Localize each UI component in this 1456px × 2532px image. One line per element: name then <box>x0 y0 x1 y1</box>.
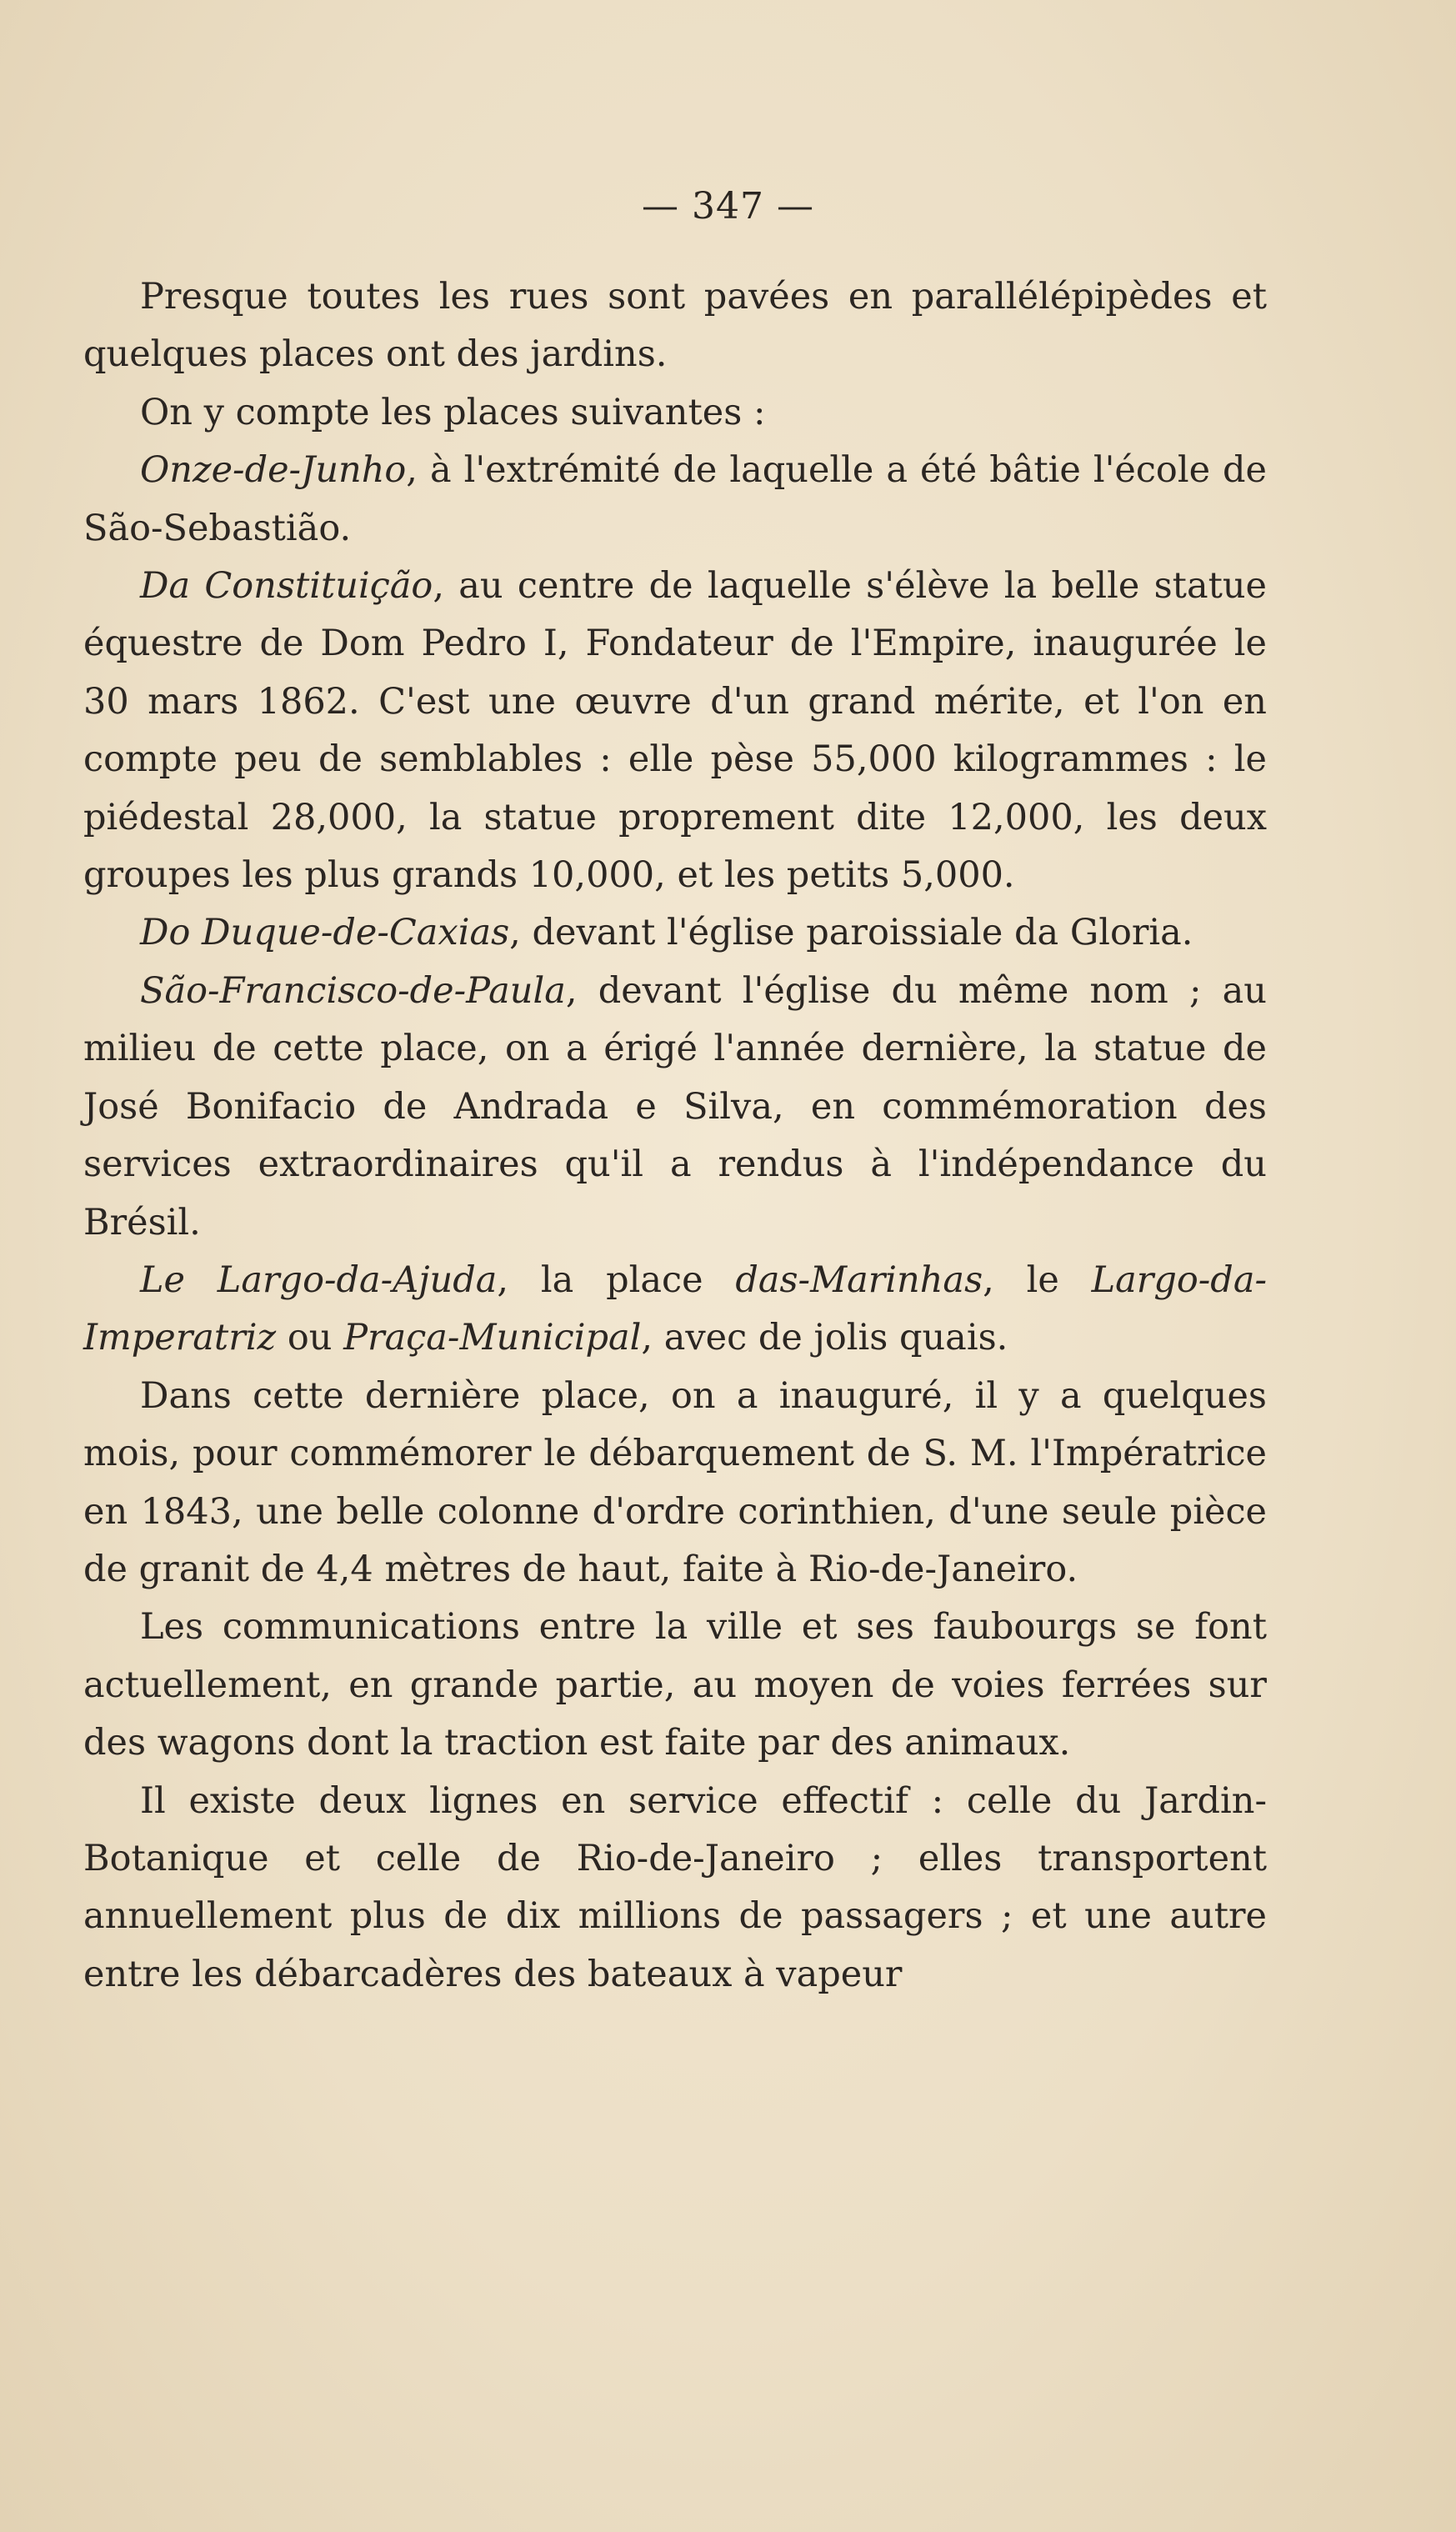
paragraph-text: , devant l'église paroissiale da Gloria. <box>509 912 1193 954</box>
place-name: Da Constituição <box>140 565 433 608</box>
paragraph-colonne <box>83 1368 1267 1599</box>
paragraph-paving <box>83 268 1267 384</box>
paragraph-places-intro <box>83 384 1267 442</box>
paragraph-text: ou <box>276 1317 344 1359</box>
paragraph-text: Presque toutes les rues sont pavées en parallélépipèdes et quelques places ont des jardins. <box>83 276 1267 376</box>
paragraph-constituicao <box>83 558 1267 904</box>
page-number: — 347 — <box>642 185 814 228</box>
paragraph-text: , devant l'église du même nom ; au milieu de cette place, on a érigé l'année dernière, la statue de José Bonifacio de Andrada e Silva, en commémoration des services extraordinaires qu'il a rendus à l'indépendance du Brésil. <box>83 969 1267 1243</box>
paragraph-duque-de-caxias <box>83 904 1267 962</box>
place-name: Do Duque-de-Caxias <box>140 912 510 954</box>
body-text <box>83 268 1267 2004</box>
paragraph-text: , le <box>983 1258 1092 1301</box>
paragraph-text: , la place <box>497 1258 736 1301</box>
paragraph-text: , à l'extrémité de laquelle a été bâtie l'école de São-Sebastião. <box>83 449 1267 549</box>
place-name: Onze-de-Junho <box>140 449 407 492</box>
paragraph-sao-francisco <box>83 963 1267 1252</box>
paragraph-text: Les communications entre la ville et ses faubourgs se font actuellement, en grande partie, au moyen de voies ferrées sur des wagons dont la traction est faite par des animaux. <box>83 1606 1267 1764</box>
paragraph-text: , au centre de laquelle s'élève la belle statue équestre de Dom Pedro I, Fondateur de l'Empire, inaugurée le 30 mars 1862. C'est une œuvre d'un grand mérite, et l'on en compte peu de semblables : elle pèse 55,000 kilogrammes : le piédestal 28,000, la statue proprement dite 12,000, les deux groupes les plus grands 10,000, et les petits 5,000. <box>83 565 1267 897</box>
paragraph-largos <box>83 1252 1267 1368</box>
paragraph-text: On y compte les places suivantes : <box>140 391 766 433</box>
place-name: Le Largo-da-Ajuda <box>140 1258 498 1301</box>
place-name: Praça-Municipal <box>343 1317 642 1359</box>
paragraph-communications <box>83 1599 1267 1772</box>
paragraph-text: Dans cette dernière place, on a inauguré, il y a quelques mois, pour commémorer le débarquement de S. M. l'Impératrice en 1843, une belle colonne d'ordre corinthien, d'une seule pièce de granit de 4,4 mètres de haut, faite à Rio-de-Janeiro. <box>83 1374 1267 1590</box>
place-name: Largo-da-Imperatriz <box>83 1258 1267 1359</box>
paragraph-onze-de-junho <box>83 442 1267 558</box>
paragraph-text: , avec de jolis quais. <box>641 1317 1008 1359</box>
paragraph-text: Il existe deux lignes en service effectif : celle du Jardin-Botanique et celle de Rio-de-Janeiro ; elles transportent annuellement plus de dix millions de passagers ; et une autre entre les débarcadères des bateaux à vapeur <box>83 1779 1267 1995</box>
paragraph-lignes <box>83 1773 1267 2004</box>
place-name: das-Marinhas <box>735 1258 983 1301</box>
place-name: São-Francisco-de-Paula <box>140 969 566 1012</box>
